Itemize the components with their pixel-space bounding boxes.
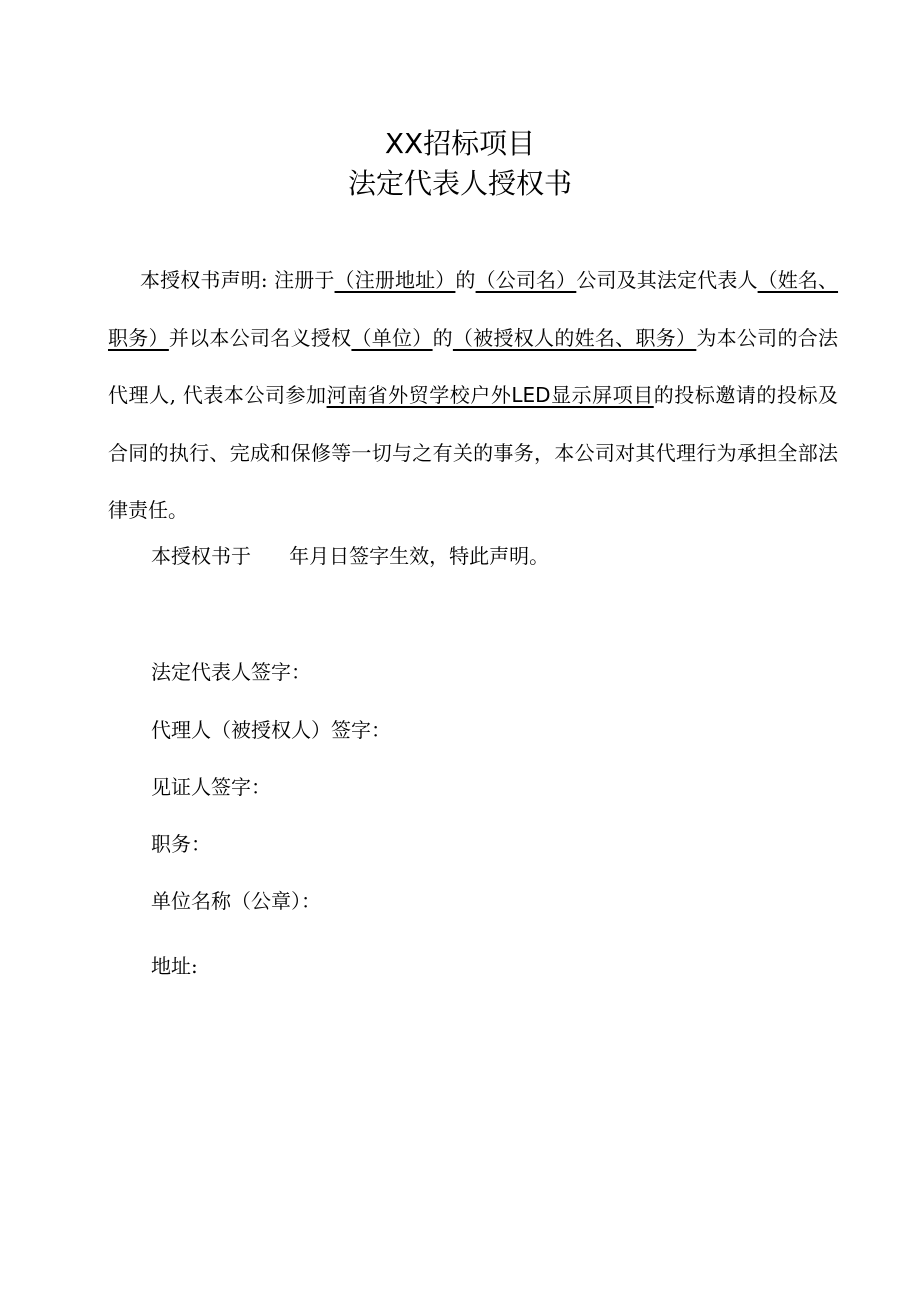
statement-text: 公司及其法定代表人 xyxy=(576,268,758,292)
statement-text: 为本公司的合法代理人, 代表本公司参加 xyxy=(108,325,839,407)
position-label: 职务： xyxy=(151,832,211,856)
address-label: 地址: xyxy=(151,954,198,978)
authorization-statement xyxy=(108,252,838,540)
statement-text: 的投标邀请的投标及合同的执行、完成和保修等一切与之有关的事务，本公司对其代理行为承担全部法律责任。 xyxy=(108,383,839,522)
registered-address-blank: （注册地址） xyxy=(334,268,456,292)
authorized-person-blank: （被授权人的姓名、职务） xyxy=(452,325,697,350)
statement-text: : 注册于 xyxy=(260,268,335,292)
statement-text: 本授权书声明 xyxy=(140,268,261,292)
statement-text: 的 xyxy=(455,268,476,292)
statement-text: 并以本公司名义授权 xyxy=(168,325,352,350)
witness-signature-label: 见证人签字： xyxy=(151,775,271,799)
document-title-project: XX招标项目 xyxy=(384,127,536,160)
statement-text: 的 xyxy=(432,325,453,350)
representative-name-title-blank: （姓名、职务） xyxy=(108,268,839,350)
effective-date-line: 本授权书于 年月日签字生效，特此声明。 xyxy=(151,544,550,568)
unit-blank: （单位） xyxy=(351,325,433,350)
agent-signature-label: 代理人（被授权人）签字： xyxy=(151,718,391,742)
unit-name-seal-label: 单位名称（公章）： xyxy=(151,889,321,913)
document-title-authorization: 法定代表人授权书 xyxy=(347,167,572,200)
project-name: 河南省外贸学校户外LED显示屏项目 xyxy=(326,383,654,407)
company-name-blank: （公司名） xyxy=(475,268,577,292)
legal-representative-signature-label: 法定代表人签字： xyxy=(151,660,311,684)
